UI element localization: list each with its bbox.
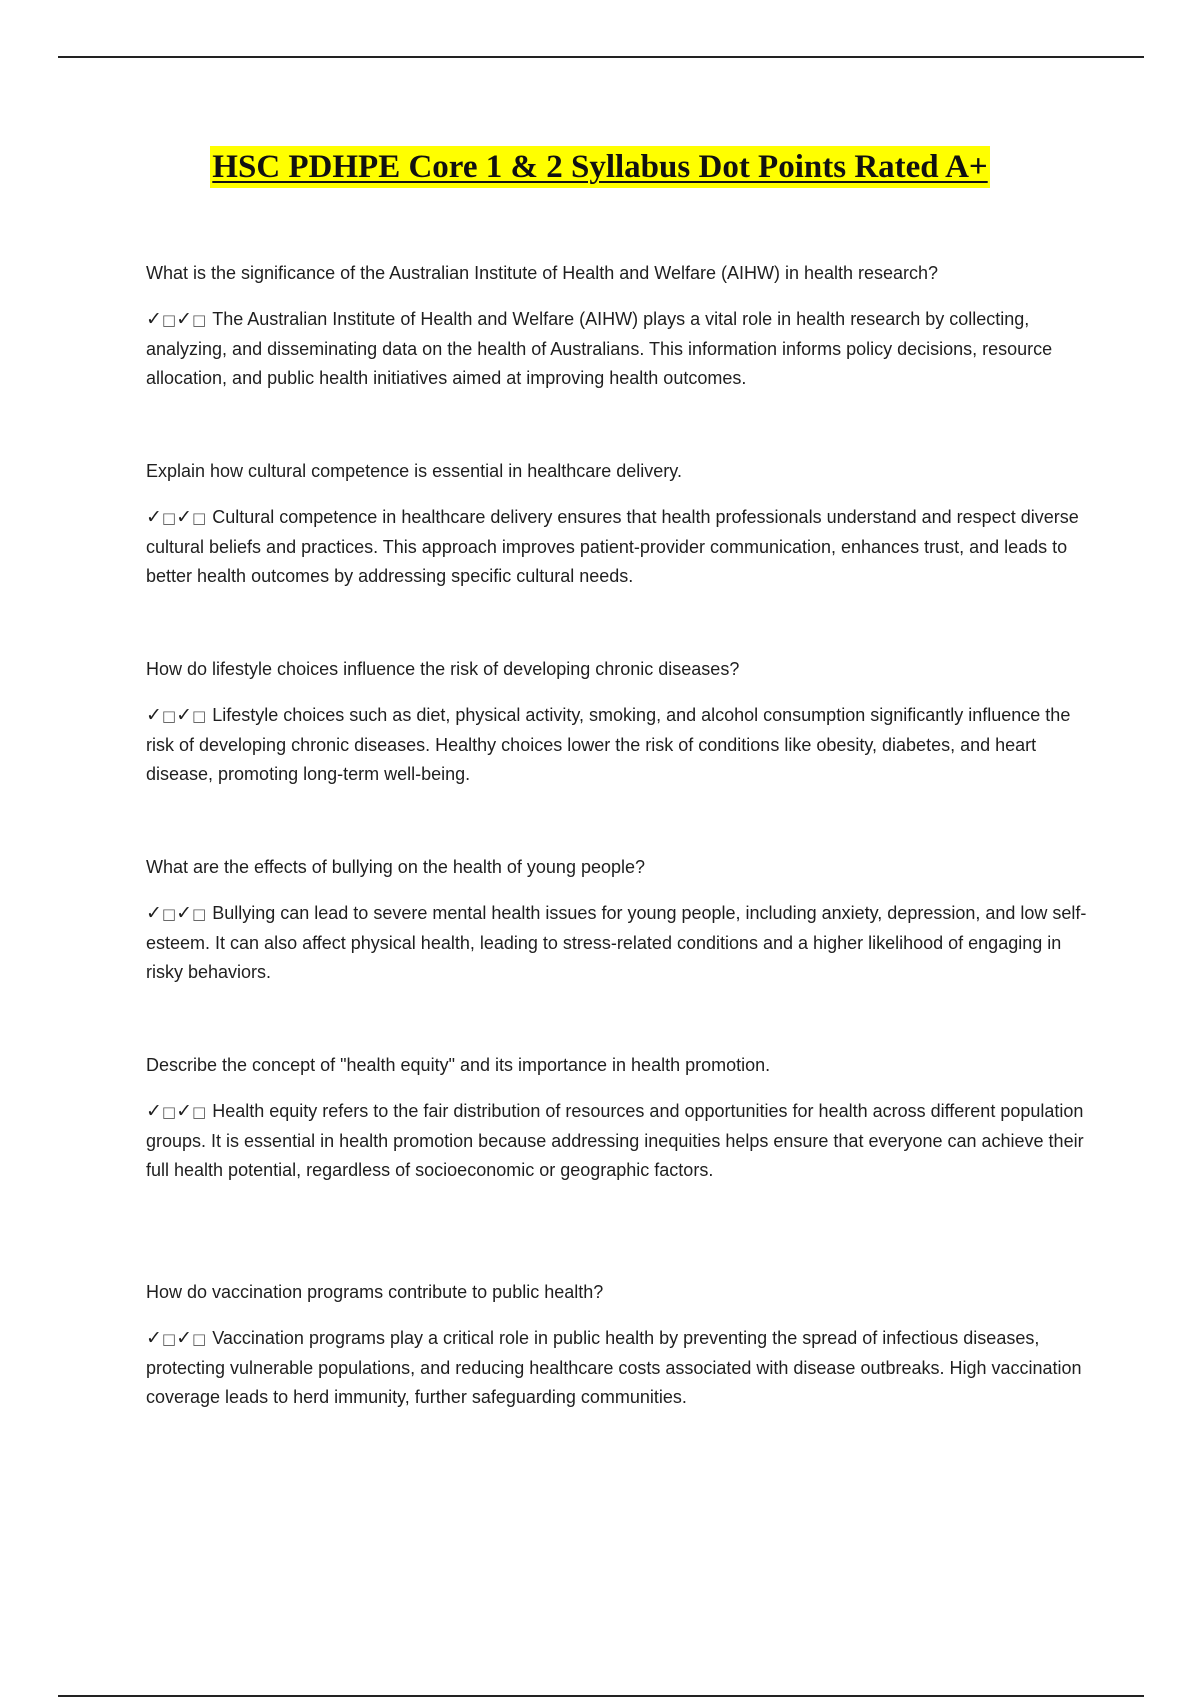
title-container: [0, 146, 1200, 188]
question-text: How do lifestyle choices influence the risk of developing chronic diseases?: [146, 659, 740, 679]
qa-item: [146, 1279, 1091, 1412]
answer-text: Bullying can lead to severe mental health issues for young people, including anxiety, depression, and low self-esteem. It can also affect physical health, leading to stress-related conditions and a higher likelihood of engaging in risky behaviors.: [146, 903, 1087, 982]
qa-item: [146, 656, 1091, 789]
answer-block: [146, 701, 1091, 789]
check-marks-icon: ✓□✓□: [146, 704, 207, 726]
page-top-rule: [58, 56, 1144, 58]
answer-block: [146, 899, 1091, 987]
answer-text: Cultural competence in healthcare delivery ensures that health professionals understand and respect diverse cultural beliefs and practices. This approach improves patient-provider communication, enhances trust, and leads to better health outcomes by addressing specific cultural needs.: [146, 507, 1079, 586]
document-title: HSC PDHPE Core 1 & 2 Syllabus Dot Points Rated A+: [210, 146, 989, 188]
question-text: What are the effects of bullying on the health of young people?: [146, 857, 646, 877]
answer-block: [146, 305, 1091, 393]
check-marks-icon: ✓□✓□: [146, 1327, 207, 1349]
qa-item: [146, 854, 1091, 987]
answer-block: [146, 1097, 1091, 1185]
qa-item: [146, 260, 1091, 393]
check-marks-icon: ✓□✓□: [146, 902, 207, 924]
answer-text: Health equity refers to the fair distribution of resources and opportunities for health across different population groups. It is essential in health promotion because addressing inequities helps ensure that everyone can achieve their full health potential, regardless of socioeconomic or geographic factors.: [146, 1101, 1084, 1180]
check-marks-icon: ✓□✓□: [146, 506, 207, 528]
check-marks-icon: ✓□✓□: [146, 1100, 207, 1122]
answer-text: Vaccination programs play a critical role in public health by preventing the spread of infectious diseases, protecting vulnerable populations, and reducing healthcare costs associated with disease outbreaks. High vaccination coverage leads to herd immunity, further safeguarding communities.: [146, 1328, 1082, 1407]
answer-text: Lifestyle choices such as diet, physical activity, smoking, and alcohol consumption significantly influence the risk of developing chronic diseases. Healthy choices lower the risk of conditions like obesity, diabetes, and heart disease, promoting long-term well-being.: [146, 705, 1071, 784]
answer-block: [146, 1324, 1091, 1412]
qa-item: [146, 1052, 1091, 1185]
question-text: Describe the concept of "health equity" and its importance in health promotion.: [146, 1055, 771, 1075]
qa-item: [146, 458, 1091, 591]
check-marks-icon: ✓□✓□: [146, 308, 207, 330]
question-text: How do vaccination programs contribute to public health?: [146, 1282, 604, 1302]
page-bottom-rule: [58, 1695, 1144, 1697]
question-text: What is the significance of the Australian Institute of Health and Welfare (AIHW) in health research?: [146, 263, 939, 283]
question-text: Explain how cultural competence is essential in healthcare delivery.: [146, 461, 682, 481]
answer-text: The Australian Institute of Health and Welfare (AIHW) plays a vital role in health research by collecting, analyzing, and disseminating data on the health of Australians. This information informs policy decisions, resource allocation, and public health initiatives aimed at improving health outcomes.: [146, 309, 1053, 388]
answer-block: [146, 503, 1091, 591]
